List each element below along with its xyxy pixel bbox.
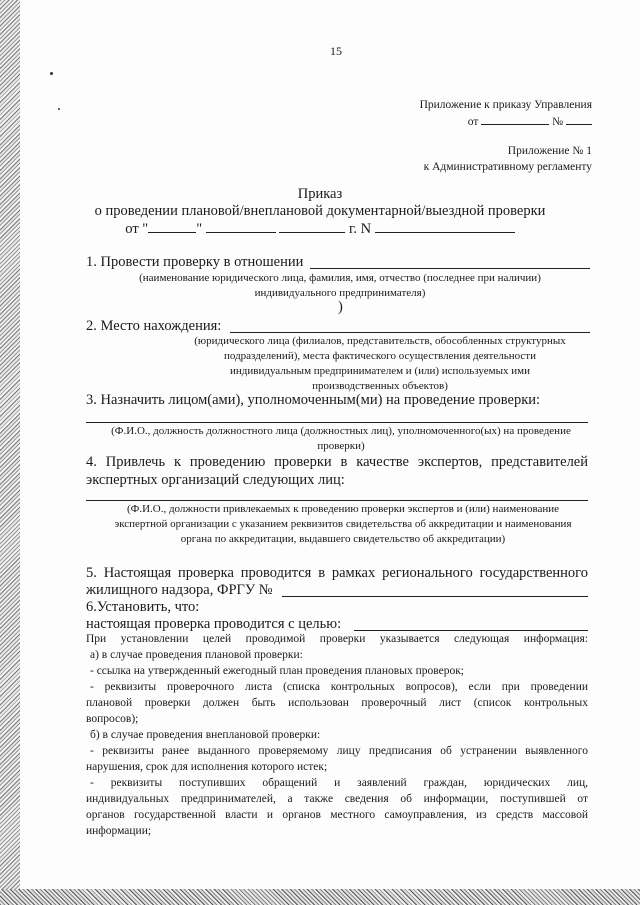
case-b-label: б) в случае проведения внеплановой проверки: xyxy=(90,729,321,741)
item-3-blank xyxy=(86,422,588,423)
case-a-label: а) в случае проведения плановой проверки: xyxy=(90,649,303,661)
header-from-no: от № xyxy=(468,113,592,130)
scan-speck xyxy=(58,108,60,110)
item-2-blank xyxy=(230,332,590,333)
item-5-text-2: жилищного надзора, ФРГУ № xyxy=(86,582,273,598)
item-3-caption: (Ф.И.О., должность должностного лица (должностных лиц), уполномоченного(ых) на проведение проверки) xyxy=(111,425,571,452)
scan-speck xyxy=(50,72,53,75)
item-1-close: ) xyxy=(338,299,343,315)
item-4-text-2: экспертных организаций следующих лиц: xyxy=(86,472,345,488)
item-2-label: 2. Место нахождения: xyxy=(86,318,222,334)
case-b-item-2-line-2: индивидуальных предпринимателей, а также сведения об информации, поступившей от xyxy=(86,793,588,805)
case-b-item-1-line-1: - реквизиты ранее выданного проверяемому лицу предписания об устранении выявленного xyxy=(90,745,588,757)
header-to-regulation: к Административному регламенту xyxy=(423,161,592,173)
order-subject: о проведении плановой/внеплановой документарной/выездной проверки xyxy=(94,203,546,219)
case-b-item-2-line-1: - реквизиты поступивших обращений и заявлений граждан, юридических лиц, xyxy=(90,777,588,789)
header-appendix-order: Приложение к приказу Управления xyxy=(419,99,592,111)
item-5-blank xyxy=(282,596,588,597)
page-number: 15 xyxy=(330,44,342,58)
item-6-label: 6.Установить, что: xyxy=(86,599,200,615)
case-b-item-2-line-4: информации; xyxy=(86,825,152,837)
order-heading: Приказ xyxy=(297,186,343,202)
info-intro: При установлении целей проводимой проверки указывается следующая информация: xyxy=(86,633,588,645)
case-a-item-2-line-1: - реквизиты проверочного листа (списка контрольных вопросов), если при проведении xyxy=(90,681,588,693)
header-appendix-no: Приложение № 1 xyxy=(507,145,592,157)
item-5-text-1: 5. Настоящая проверка проводится в рамках регионального государственного xyxy=(86,565,588,581)
item-3-label: 3. Назначить лицом(ами), уполномоченным(ми) на проведение проверки: xyxy=(86,392,541,408)
scan-edge-bottom xyxy=(0,889,640,905)
item-2-caption: (юридического лица (филиалов, представительств, обособленных структурных подразделений), места фактического осуществления деятельности индивидуальным предпринимателем и (или) используемых ими производственных объектов) xyxy=(194,335,566,392)
case-a-item-2-line-2: плановой проверки должен быть использован проверочный лист (список контрольных xyxy=(86,697,588,709)
case-b-item-2-line-3: органов государственной власти и органов местного самоуправления, из средств массовой xyxy=(86,809,588,821)
scan-edge-left xyxy=(0,0,20,905)
item-1-blank xyxy=(310,268,590,269)
item-4-caption: (Ф.И.О., должности привлекаемых к проведению проверки экспертов и (или) наименование экспертной организации с указанием реквизитов свидетельства об аккредитации и наименования органа по аккредитации, выдавшего свидетельство об аккредитации) xyxy=(114,503,572,545)
order-date-number: от " " г. N xyxy=(0,221,640,238)
item-1-label: 1. Провести проверку в отношении xyxy=(86,254,304,270)
item-4-blank xyxy=(86,500,588,501)
item-1-caption: (наименование юридического лица, фамилия, имя, отчество (последнее при наличии) индивидуального предпринимателя) xyxy=(139,272,541,299)
item-6-purpose-blank xyxy=(354,630,588,631)
case-a-item-1: - ссылка на утвержденный ежегодный план проведения плановых проверок; xyxy=(90,665,464,677)
item-4-text-1: 4. Привлечь к проведению проверки в качестве экспертов, представителей xyxy=(86,454,588,470)
item-6-purpose: настоящая проверка проводится с целью: xyxy=(86,616,342,632)
case-a-item-2-line-3: вопросов); xyxy=(86,713,139,725)
case-b-item-1-line-2: нарушения, срок для исполнения которого истек; xyxy=(86,761,328,773)
